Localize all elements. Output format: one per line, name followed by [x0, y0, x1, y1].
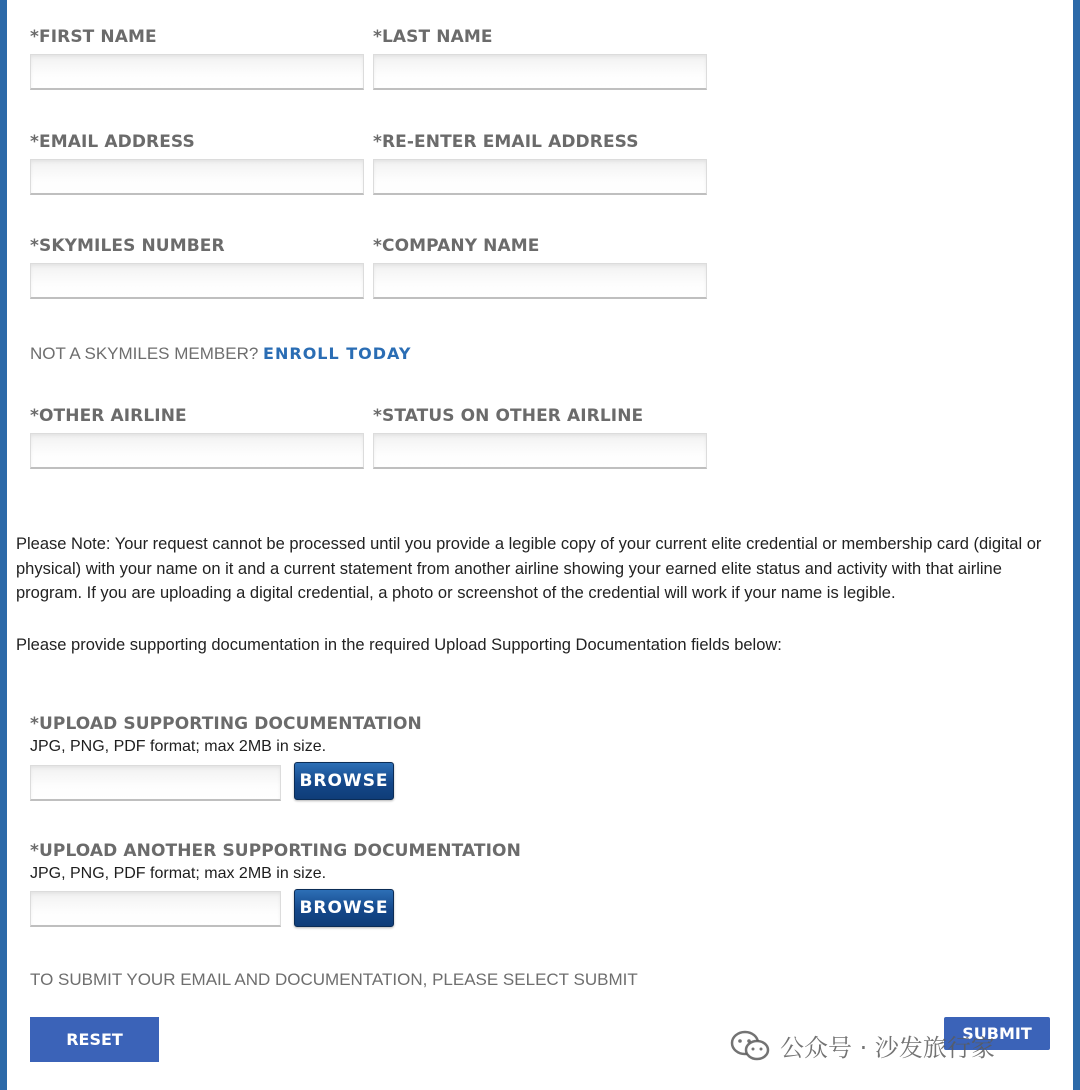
status-other-airline-field[interactable] — [373, 433, 707, 469]
upload-another-doc-field[interactable] — [30, 891, 281, 927]
supporting-docs-instruction: Please provide supporting documentation in the required Upload Supporting Documentation fields below: — [16, 636, 782, 654]
watermark-text: 公众号 · 沙发旅行家 — [780, 1034, 995, 1062]
please-note-text: Please Note: Your request cannot be processed until you provide a legible copy of your current elite credential or membership card (digital or physical) with your name on it and a current statement from another airline showing your earned elite status and activity with that airline program. If you are uploading a digital credential, a photo or screenshot of the credential will work if your name is legible. — [16, 535, 1042, 602]
upload-doc-hint: JPG, PNG, PDF format; max 2MB in size. — [30, 738, 327, 755]
skymiles-number-label: *SKYMILES NUMBER — [30, 236, 225, 256]
upload-doc-label: *UPLOAD SUPPORTING DOCUMENTATION — [30, 714, 422, 734]
company-name-label: *COMPANY NAME — [373, 236, 540, 256]
skymiles-number-field[interactable] — [30, 263, 364, 299]
reset-button[interactable]: RESET — [30, 1017, 159, 1062]
company-name-field[interactable] — [373, 263, 707, 299]
last-name-field[interactable] — [373, 54, 707, 90]
other-airline-field[interactable] — [30, 433, 364, 469]
watermark — [730, 1028, 995, 1063]
reenter-email-label: *RE-ENTER EMAIL ADDRESS — [373, 132, 639, 152]
browse-button-2[interactable]: BROWSE — [294, 889, 394, 927]
email-field[interactable] — [30, 159, 364, 195]
first-name-field[interactable] — [30, 54, 364, 90]
wechat-icon — [730, 1029, 770, 1063]
reenter-email-field[interactable] — [373, 159, 707, 195]
last-name-label: *LAST NAME — [373, 27, 493, 47]
upload-another-doc-hint: JPG, PNG, PDF format; max 2MB in size. — [30, 865, 327, 882]
submit-instruction: TO SUBMIT YOUR EMAIL AND DOCUMENTATION, PLEASE SELECT SUBMIT — [30, 970, 638, 989]
enroll-today-link[interactable]: ENROLL TODAY — [263, 344, 412, 363]
first-name-label: *FIRST NAME — [30, 27, 157, 47]
upload-another-doc-label: *UPLOAD ANOTHER SUPPORTING DOCUMENTATION — [30, 841, 521, 861]
status-other-airline-label: *STATUS ON OTHER AIRLINE — [373, 406, 644, 426]
submit-button[interactable]: SUBMIT — [944, 1017, 1050, 1050]
upload-doc-field[interactable] — [30, 765, 281, 801]
other-airline-label: *OTHER AIRLINE — [30, 406, 187, 426]
not-member-text: NOT A SKYMILES MEMBER? — [30, 344, 264, 363]
email-label: *EMAIL ADDRESS — [30, 132, 195, 152]
browse-button[interactable]: BROWSE — [294, 762, 394, 800]
enroll-prompt — [30, 344, 411, 364]
